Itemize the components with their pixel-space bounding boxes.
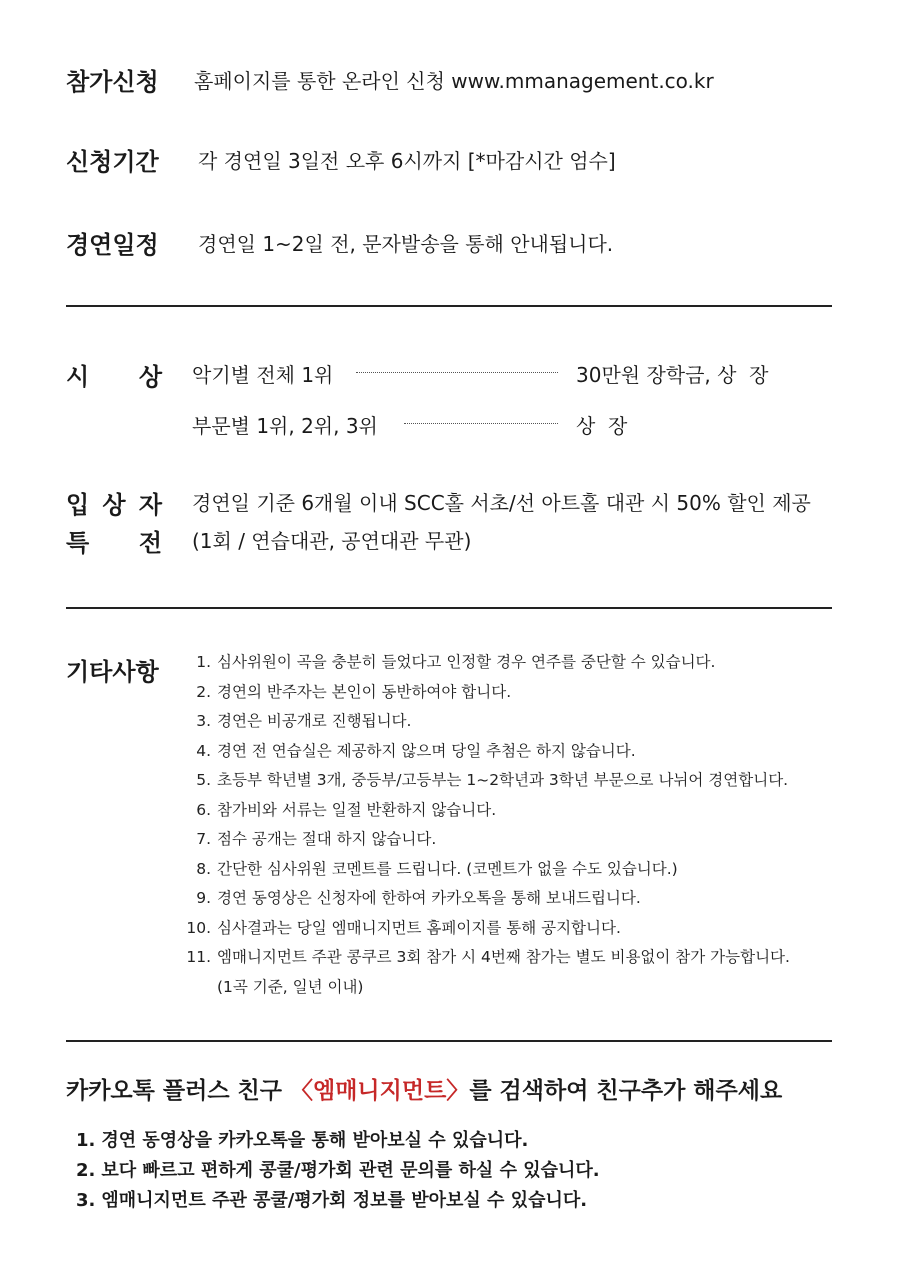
list-item: 8. 간단한 심사위원 코멘트를 드립니다. (코멘트가 없을 수도 있습니다.) [196,859,678,878]
list-item: 3. 엠매니지먼트 주관 콩쿨/평가회 정보를 받아보실 수 있습니다. [76,1190,588,1211]
schedule-label: 경연일정 [66,231,159,259]
list-item: 7. 점수 공개는 절대 하지 않습니다. [196,830,437,848]
list-item: 9. 경연 동영상은 신청자에 한하여 카카오톡을 통해 보내드립니다. [196,889,641,907]
award-category-2: 부문별 1위, 2위, 3위 [192,414,378,438]
winner-benefits-label-line2: 특 전 [66,529,162,557]
awards-label: 시 상 [66,363,162,391]
list-item: 11. 엠매니지먼트 주관 콩쿠르 3회 참가 시 4번째 참가는 별도 비용없이 참가 가능합니다. [186,948,790,966]
schedule-row [66,223,832,257]
period-value: 각 경연일 3일전 오후 6시까지 [*마감시간 엄수] [198,149,616,173]
award-leader-2 [404,423,558,424]
notes-label: 기타사항 [66,658,159,686]
kakao-channel-name: 〈엠매니지먼트〉 [290,1078,470,1104]
award-prize-1: 30만원 장학금, 상 장 [576,363,769,387]
list-item: 2. 경연의 반주자는 본인이 동반하여야 합니다. [196,682,512,701]
list-item: 3. 경연은 비공개로 진행됩니다. [196,712,412,730]
list-item: 1. 심사위원이 곡을 충분히 들었다고 인정할 경우 연주를 중단할 수 있습니다. [196,653,716,671]
award-leader-1 [356,372,558,373]
list-item: 1. 경연 동영상을 카카오톡을 통해 받아보실 수 있습니다. [76,1130,529,1151]
list-item: 4. 경연 전 연습실은 제공하지 않으며 당일 추첨은 하지 않습니다. [196,741,636,760]
period-row [66,140,832,174]
application-row [66,60,832,94]
notes-list [183,648,790,1002]
period-label: 신청기간 [66,148,159,176]
kakao-heading [66,1072,782,1105]
divider-2 [66,607,832,609]
list-item: 5. 초등부 학년별 3개, 중등부/고등부는 1~2학년과 3학년 부문으로 나뉘어 경연합니다. [196,771,789,789]
application-label: 참가신청 [66,68,159,96]
divider-3 [66,1040,832,1042]
application-value: 홈페이지를 통한 온라인 신청 www.mmanagement.co.kr [194,69,714,93]
winner-benefits-section [66,483,832,563]
schedule-value: 경연일 1~2일 전, 문자발송을 통해 안내됩니다. [198,232,614,256]
awards-section [66,355,832,445]
list-item: 10. 심사결과는 당일 엠매니지먼트 홈페이지를 통해 공지합니다. [186,918,621,937]
kakao-heading-suffix: 를 검색하여 친구추가 해주세요 [469,1078,783,1104]
award-prize-2: 상 장 [576,414,628,438]
list-item-continuation: (1곡 기준, 일년 이내) [217,977,364,996]
winner-benefits-line1: 경연일 기준 6개월 이내 SCC홀 서초/선 아트홀 대관 시 50% 할인 제공 [192,491,811,515]
kakao-heading-prefix: 카카오톡 플러스 친구 [66,1078,282,1104]
award-category-1: 악기별 전체 1위 [192,363,334,387]
list-item: 2. 보다 빠르고 편하게 콩쿨/평가회 관련 문의를 하실 수 있습니다. [76,1160,600,1181]
divider-1 [66,305,832,307]
winner-benefits-label-line1: 입 상 자 [66,491,162,519]
winner-benefits-line2: (1회 / 연습대관, 공연대관 무관) [192,529,472,553]
list-item: 6. 참가비와 서류는 일절 반환하지 않습니다. [196,800,497,819]
kakao-benefits-list [76,1126,600,1216]
